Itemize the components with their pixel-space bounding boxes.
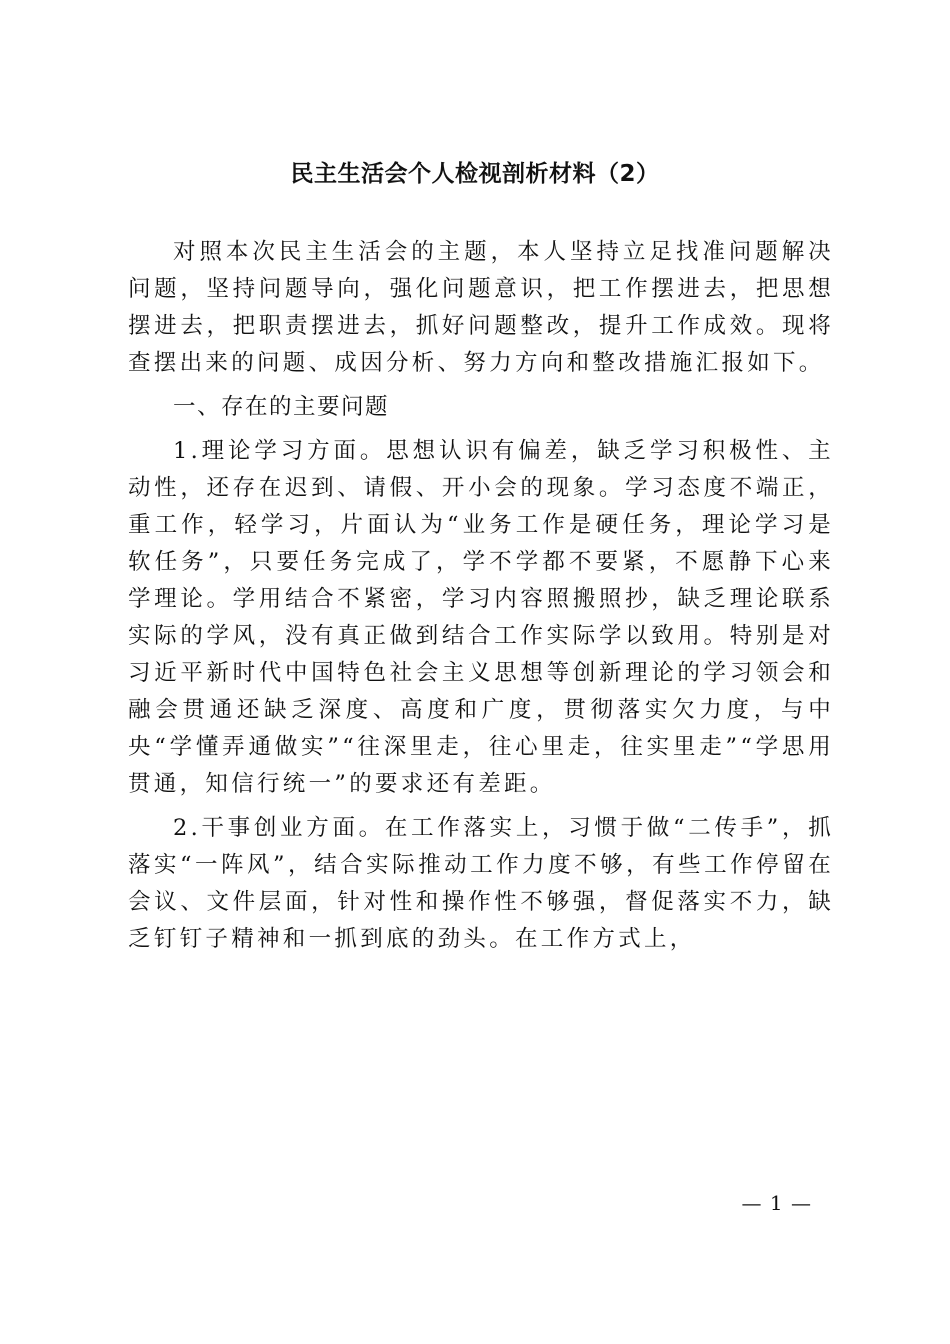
item-work-paragraph: 2.干事创业方面。在工作落实上，习惯于做“二传手”，抓落实“一阵风”，结合实际推动工作力度不够，有些工作停留在会议、文件层面，针对性和操作性不够强，督促落实不力，缺乏钉钉子精神和一抓到底的劲头。在工作方式上， <box>128 815 834 952</box>
intro-paragraph: 对照本次民主生活会的主题，本人坚持立足找准问题解决问题，坚持问题导向，强化问题意识，把工作摆进去，把思想摆进去，把职责摆进去，抓好问题整改，提升工作成效。现将查摆出来的问题、成因分析、努力方向和整改措施汇报如下。 <box>128 239 834 376</box>
item-theory-study-paragraph: 1.理论学习方面。思想认识有偏差，缺乏学习积极性、主动性，还存在迟到、请假、开小会的现象。学习态度不端正，重工作，轻学习，片面认为“业务工作是硬任务，理论学习是软任务”，只要任务完成了，学不学都不要紧，不愿静下心来学理论。学用结合不紧密，学习内容照搬照抄，缺乏理论联系实际的学风，没有真正做到结合工作实际学以致用。特别是对习近平新时代中国特色社会主义思想等创新理论的学习领会和融会贯通还缺乏深度、高度和广度，贯彻落实欠力度，与中央“学懂弄通做实”“往深里走，往心里走，往实里走”“学思用贯通，知信行统一”的要求还有差距。 <box>128 438 834 797</box>
page-number: — 1 — <box>741 1191 812 1215</box>
document-title: 民主生活会个人检视剖析材料（2） <box>290 161 660 187</box>
section-heading-main-problems: 一、存在的主要问题 <box>173 394 390 420</box>
document-body <box>128 234 834 965</box>
